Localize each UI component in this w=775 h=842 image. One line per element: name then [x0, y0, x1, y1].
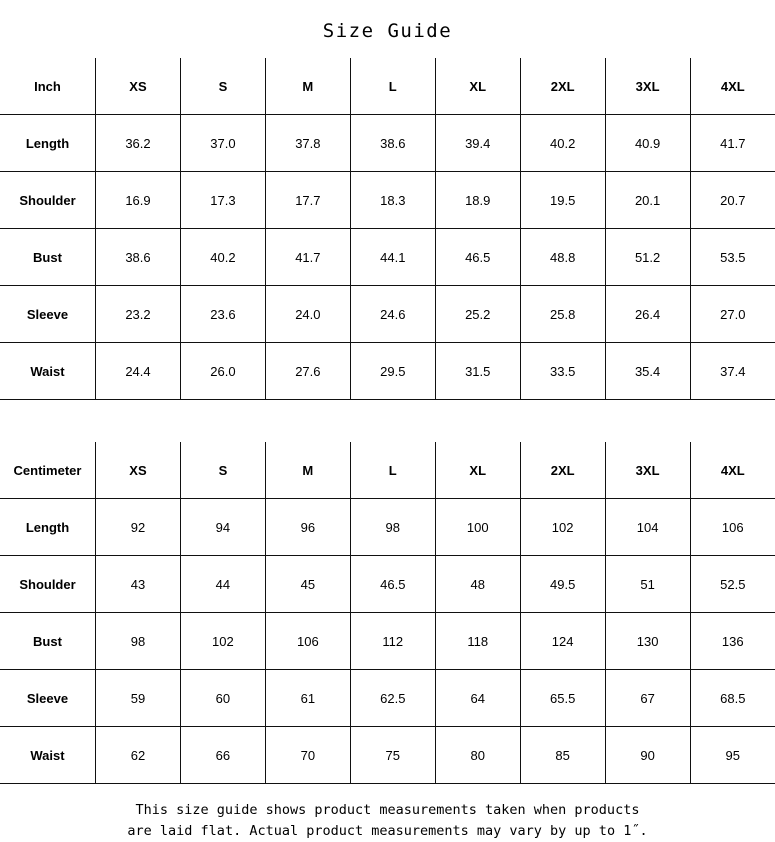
column-header: XS	[96, 58, 181, 115]
table-cell: 45	[265, 556, 350, 613]
size-table-inch	[0, 58, 775, 400]
column-header: S	[180, 58, 265, 115]
table-row	[0, 727, 775, 784]
size-table-centimeter	[0, 442, 775, 784]
table-cell: 41.7	[265, 229, 350, 286]
table-cell: 40.2	[180, 229, 265, 286]
table-row	[0, 499, 775, 556]
footer-note-line-2: are laid flat. Actual product measurements may vary by up to 1˝.	[127, 823, 648, 840]
table-cell: 118	[435, 613, 520, 670]
column-header: M	[265, 442, 350, 499]
table-row	[0, 613, 775, 670]
table-cell: 23.6	[180, 286, 265, 343]
table-row	[0, 172, 775, 229]
table-cell: 40.2	[520, 115, 605, 172]
row-label: Length	[0, 499, 96, 556]
table-cell: 136	[690, 613, 775, 670]
table-cell: 92	[96, 499, 181, 556]
table-cell: 31.5	[435, 343, 520, 400]
table-cell: 49.5	[520, 556, 605, 613]
table-row	[0, 556, 775, 613]
table-header-row	[0, 58, 775, 115]
table-cell: 24.6	[350, 286, 435, 343]
table-cell: 46.5	[350, 556, 435, 613]
table-cell: 124	[520, 613, 605, 670]
row-label: Waist	[0, 727, 96, 784]
column-header: XS	[96, 442, 181, 499]
table-cell: 17.3	[180, 172, 265, 229]
size-table-inch-head	[0, 58, 775, 115]
table-cell: 60	[180, 670, 265, 727]
table-cell: 38.6	[350, 115, 435, 172]
table-cell: 66	[180, 727, 265, 784]
table-cell: 23.2	[96, 286, 181, 343]
column-header: 4XL	[690, 58, 775, 115]
table-cell: 27.0	[690, 286, 775, 343]
table-cell: 25.8	[520, 286, 605, 343]
table-cell: 37.8	[265, 115, 350, 172]
table-cell: 27.6	[265, 343, 350, 400]
table-cell: 65.5	[520, 670, 605, 727]
table-cell: 48	[435, 556, 520, 613]
table-header-row	[0, 442, 775, 499]
table-cell: 39.4	[435, 115, 520, 172]
table-cell: 53.5	[690, 229, 775, 286]
table-cell: 40.9	[605, 115, 690, 172]
size-table-centimeter-body	[0, 499, 775, 784]
table-cell: 37.0	[180, 115, 265, 172]
table-cell: 44	[180, 556, 265, 613]
column-header: 3XL	[605, 442, 690, 499]
table-cell: 67	[605, 670, 690, 727]
page-title: Size Guide	[322, 20, 453, 42]
table-cell: 68.5	[690, 670, 775, 727]
table-cell: 46.5	[435, 229, 520, 286]
unit-header-centimeter: Centimeter	[0, 442, 96, 499]
table-cell: 102	[180, 613, 265, 670]
table-cell: 62.5	[350, 670, 435, 727]
table-cell: 24.4	[96, 343, 181, 400]
table-cell: 112	[350, 613, 435, 670]
column-header: M	[265, 58, 350, 115]
column-header: L	[350, 58, 435, 115]
table-cell: 18.9	[435, 172, 520, 229]
column-header: XL	[435, 58, 520, 115]
row-label: Bust	[0, 229, 96, 286]
table-cell: 102	[520, 499, 605, 556]
table-cell: 18.3	[350, 172, 435, 229]
table-cell: 106	[265, 613, 350, 670]
table-row	[0, 229, 775, 286]
table-cell: 70	[265, 727, 350, 784]
row-label: Shoulder	[0, 556, 96, 613]
row-label: Length	[0, 115, 96, 172]
table-cell: 37.4	[690, 343, 775, 400]
table-cell: 104	[605, 499, 690, 556]
table-cell: 35.4	[605, 343, 690, 400]
row-label: Bust	[0, 613, 96, 670]
table-row	[0, 286, 775, 343]
column-header: L	[350, 442, 435, 499]
table-row	[0, 670, 775, 727]
table-cell: 98	[350, 499, 435, 556]
column-header: 3XL	[605, 58, 690, 115]
table-cell: 52.5	[690, 556, 775, 613]
column-header: 2XL	[520, 58, 605, 115]
table-cell: 38.6	[96, 229, 181, 286]
unit-header-inch: Inch	[0, 58, 96, 115]
table-cell: 61	[265, 670, 350, 727]
table-cell: 51	[605, 556, 690, 613]
table-cell: 33.5	[520, 343, 605, 400]
table-cell: 85	[520, 727, 605, 784]
table-cell: 26.0	[180, 343, 265, 400]
table-cell: 48.8	[520, 229, 605, 286]
table-cell: 16.9	[96, 172, 181, 229]
size-table-centimeter-head	[0, 442, 775, 499]
table-cell: 36.2	[96, 115, 181, 172]
column-header: S	[180, 442, 265, 499]
row-label: Waist	[0, 343, 96, 400]
table-cell: 96	[265, 499, 350, 556]
table-cell: 24.0	[265, 286, 350, 343]
row-label: Sleeve	[0, 286, 96, 343]
table-cell: 19.5	[520, 172, 605, 229]
table-cell: 20.1	[605, 172, 690, 229]
table-cell: 100	[435, 499, 520, 556]
table-cell: 44.1	[350, 229, 435, 286]
table-cell: 90	[605, 727, 690, 784]
table-cell: 25.2	[435, 286, 520, 343]
row-label: Sleeve	[0, 670, 96, 727]
table-cell: 51.2	[605, 229, 690, 286]
table-cell: 41.7	[690, 115, 775, 172]
footer-note	[0, 784, 775, 842]
table-cell: 29.5	[350, 343, 435, 400]
column-header: XL	[435, 442, 520, 499]
table-separator	[0, 400, 775, 442]
table-cell: 64	[435, 670, 520, 727]
table-cell: 43	[96, 556, 181, 613]
column-header: 2XL	[520, 442, 605, 499]
table-cell: 98	[96, 613, 181, 670]
column-header: 4XL	[690, 442, 775, 499]
table-cell: 17.7	[265, 172, 350, 229]
table-cell: 106	[690, 499, 775, 556]
table-row	[0, 343, 775, 400]
table-row	[0, 115, 775, 172]
size-table-inch-body	[0, 115, 775, 400]
table-cell: 94	[180, 499, 265, 556]
table-cell: 75	[350, 727, 435, 784]
table-cell: 80	[435, 727, 520, 784]
table-cell: 62	[96, 727, 181, 784]
table-cell: 20.7	[690, 172, 775, 229]
table-cell: 59	[96, 670, 181, 727]
table-cell: 26.4	[605, 286, 690, 343]
footer-note-line-1: This size guide shows product measurements taken when products	[135, 802, 640, 819]
table-cell: 130	[605, 613, 690, 670]
row-label: Shoulder	[0, 172, 96, 229]
table-cell: 95	[690, 727, 775, 784]
